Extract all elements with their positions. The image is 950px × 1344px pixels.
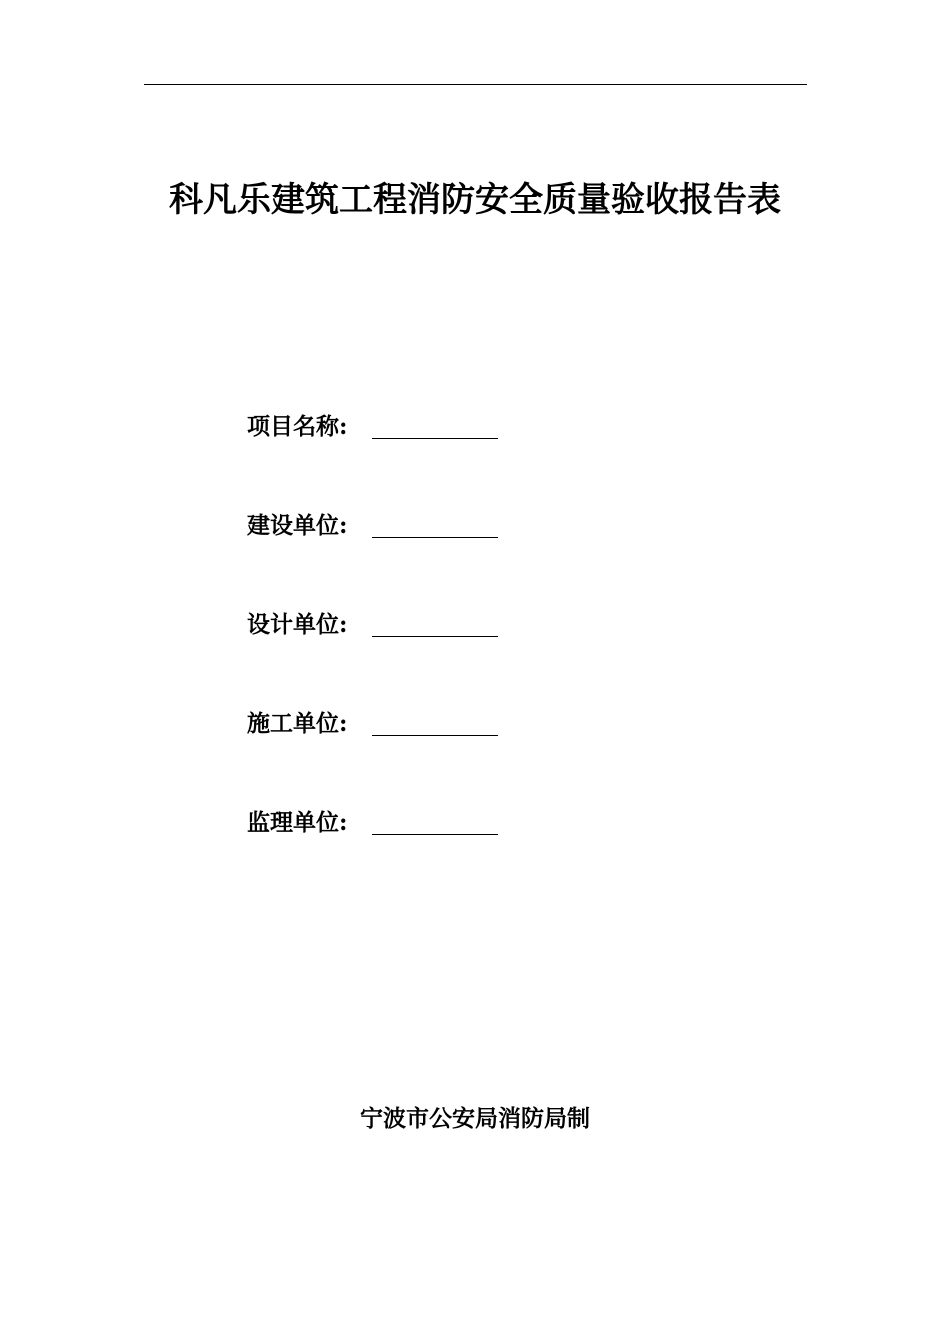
- design-unit-blank[interactable]: [372, 608, 498, 637]
- field-construction-unit: [247, 506, 667, 542]
- project-name-blank[interactable]: [372, 410, 498, 439]
- field-supervision-unit: [247, 803, 667, 839]
- cover-fields: [247, 407, 667, 902]
- document-title: 科凡乐建筑工程消防安全质量验收报告表: [169, 180, 781, 220]
- field-label: 施工单位:: [247, 710, 348, 737]
- issuer-footer: 宁波市公安局消防局制: [360, 1105, 590, 1132]
- contractor-unit-blank[interactable]: [372, 707, 498, 736]
- supervision-unit-blank[interactable]: [372, 806, 498, 835]
- field-contractor-unit: [247, 704, 667, 740]
- field-label: 项目名称:: [247, 413, 348, 440]
- field-design-unit: [247, 605, 667, 641]
- construction-unit-blank[interactable]: [372, 509, 498, 538]
- field-label: 设计单位:: [247, 611, 348, 638]
- field-label: 监理单位:: [247, 809, 348, 836]
- field-project-name: [247, 407, 667, 443]
- field-label: 建设单位:: [247, 512, 348, 539]
- header-rule: [144, 84, 807, 85]
